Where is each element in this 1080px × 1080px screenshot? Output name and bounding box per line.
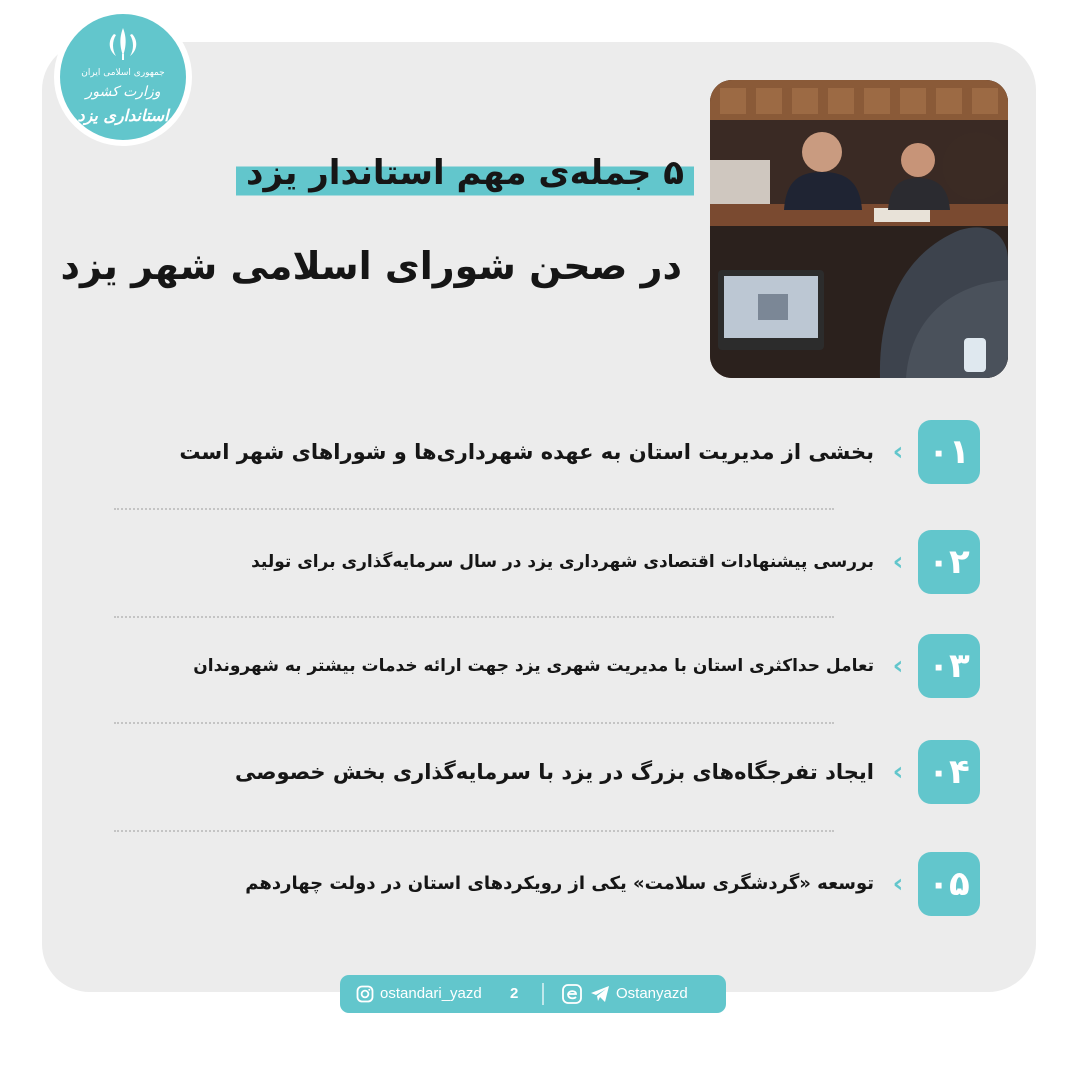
item-text: تعامل حداکثری استان با مدیریت شهری یزد جهت ارائه خدمات بیشتر به شهروندان bbox=[193, 656, 874, 676]
eitaa-icon bbox=[562, 984, 582, 1004]
item-number-badge: ۰۱ bbox=[918, 420, 980, 484]
item-number-badge: ۰۴ bbox=[918, 740, 980, 804]
ministry-logo bbox=[60, 14, 186, 140]
item-number-badge: ۰۵ bbox=[918, 852, 980, 916]
logo-country-text: جمهوری اسلامی ایران bbox=[81, 68, 165, 78]
council-meeting-photo bbox=[710, 80, 1008, 378]
item-text: توسعه «گردشگری سلامت» یکی از رویکردهای استان در دولت چهاردهم bbox=[245, 873, 874, 894]
chevron-left-icon: ‹ bbox=[892, 547, 904, 577]
headline-primary: ۵ جمله‌ی مهم استاندار یزد bbox=[236, 146, 694, 200]
instagram-count: 2 bbox=[510, 985, 519, 1002]
headline-secondary: در صحن شورای اسلامی شهر یزد bbox=[60, 244, 682, 288]
divider bbox=[114, 830, 834, 832]
footer-divider bbox=[542, 983, 544, 1005]
list-item bbox=[42, 740, 980, 804]
list-item bbox=[42, 852, 980, 916]
logo-province-text: استانداری یزد bbox=[77, 106, 169, 125]
chevron-left-icon: ‹ bbox=[892, 757, 904, 787]
list-item bbox=[42, 420, 980, 484]
chevron-left-icon: ‹ bbox=[892, 651, 904, 681]
iran-emblem-icon bbox=[103, 26, 143, 62]
item-text: بخشی از مدیریت استان به عهده شهرداری‌ها و شوراهای شهر است bbox=[179, 440, 874, 464]
list-item bbox=[42, 530, 980, 594]
logo-ministry-text: وزارت کشور bbox=[85, 84, 161, 100]
social-footer bbox=[340, 975, 726, 1013]
list-item bbox=[42, 634, 980, 698]
item-text: ایجاد تفرجگاه‌های بزرگ در یزد با سرمایه‌گذاری بخش خصوصی bbox=[235, 760, 874, 784]
divider bbox=[114, 508, 834, 510]
meeting-scene-image bbox=[710, 80, 1008, 378]
chevron-left-icon: ‹ bbox=[892, 437, 904, 467]
item-text: بررسی پیشنهادات اقتصادی شهرداری یزد در سال سرمایه‌گذاری برای تولید bbox=[251, 552, 874, 572]
item-number-badge: ۰۳ bbox=[918, 634, 980, 698]
instagram-icon bbox=[356, 985, 374, 1003]
instagram-handle[interactable]: ostandari_yazd bbox=[380, 985, 482, 1002]
telegram-handle[interactable]: Ostanyazd bbox=[616, 985, 688, 1002]
telegram-icon bbox=[590, 985, 610, 1003]
divider bbox=[114, 722, 834, 724]
chevron-left-icon: ‹ bbox=[892, 869, 904, 899]
item-number-badge: ۰۲ bbox=[918, 530, 980, 594]
divider bbox=[114, 616, 834, 618]
